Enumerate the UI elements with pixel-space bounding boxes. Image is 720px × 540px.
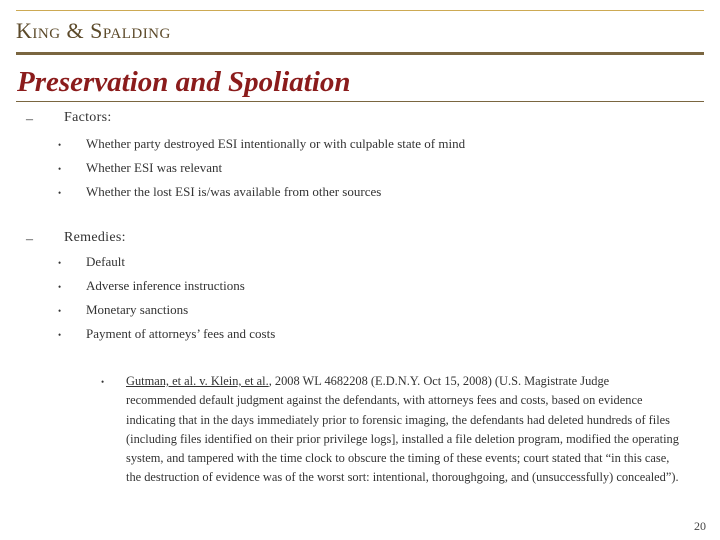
bullet-icon: • — [58, 188, 62, 198]
section-dash: – — [26, 232, 33, 247]
page-number: 20 — [694, 519, 706, 533]
remedy-item: Monetary sanctions — [86, 302, 189, 317]
firm-logo: King & Spalding — [16, 18, 171, 43]
slide-title: Preservation and Spoliation — [17, 66, 351, 98]
case-citation-link[interactable]: Gutman, et al. v. Klein, et al. — [126, 374, 269, 388]
remedy-item: Payment of attorneys’ fees and costs — [86, 326, 276, 341]
bullet-icon: • — [58, 330, 62, 340]
header-rule — [16, 52, 704, 55]
case-note — [126, 372, 682, 488]
bullet-icon: • — [58, 258, 62, 268]
section-heading-factors: Factors: — [64, 110, 112, 125]
section-heading-remedies: Remedies: — [64, 230, 126, 245]
header-top-rule — [16, 10, 704, 11]
bullet-icon: • — [101, 377, 105, 387]
title-rule — [16, 101, 704, 102]
remedy-item: Default — [86, 254, 125, 269]
factor-item: Whether ESI was relevant — [86, 160, 223, 175]
remedy-item: Adverse inference instructions — [86, 278, 245, 293]
bullet-icon: • — [58, 282, 62, 292]
case-description: , 2008 WL 4682208 (E.D.N.Y. Oct 15, 2008) (U.S. Magistrate Judge recommended default judgment against the defendants, with attorneys fees and costs, based on evidence indicating that in the days immediately prior to forensic imaging, the defendants had deleted hundreds of files (including files identified on their prior privilege logs], installed a file deletion program, modified the operating system, and tampered with the time clock to obscure the timing of these events; court stated that “in this case, the destruction of evidence was of the worst sort: intentional, thoroughgoing, and (unsuccessfully) concealed”). — [126, 374, 679, 485]
bullet-icon: • — [58, 140, 62, 150]
section-dash: – — [26, 112, 33, 127]
bullet-icon: • — [58, 306, 62, 316]
factor-item: Whether the lost ESI is/was available from other sources — [86, 184, 382, 199]
bullet-icon: • — [58, 164, 62, 174]
factor-item: Whether party destroyed ESI intentionally or with culpable state of mind — [86, 136, 466, 151]
